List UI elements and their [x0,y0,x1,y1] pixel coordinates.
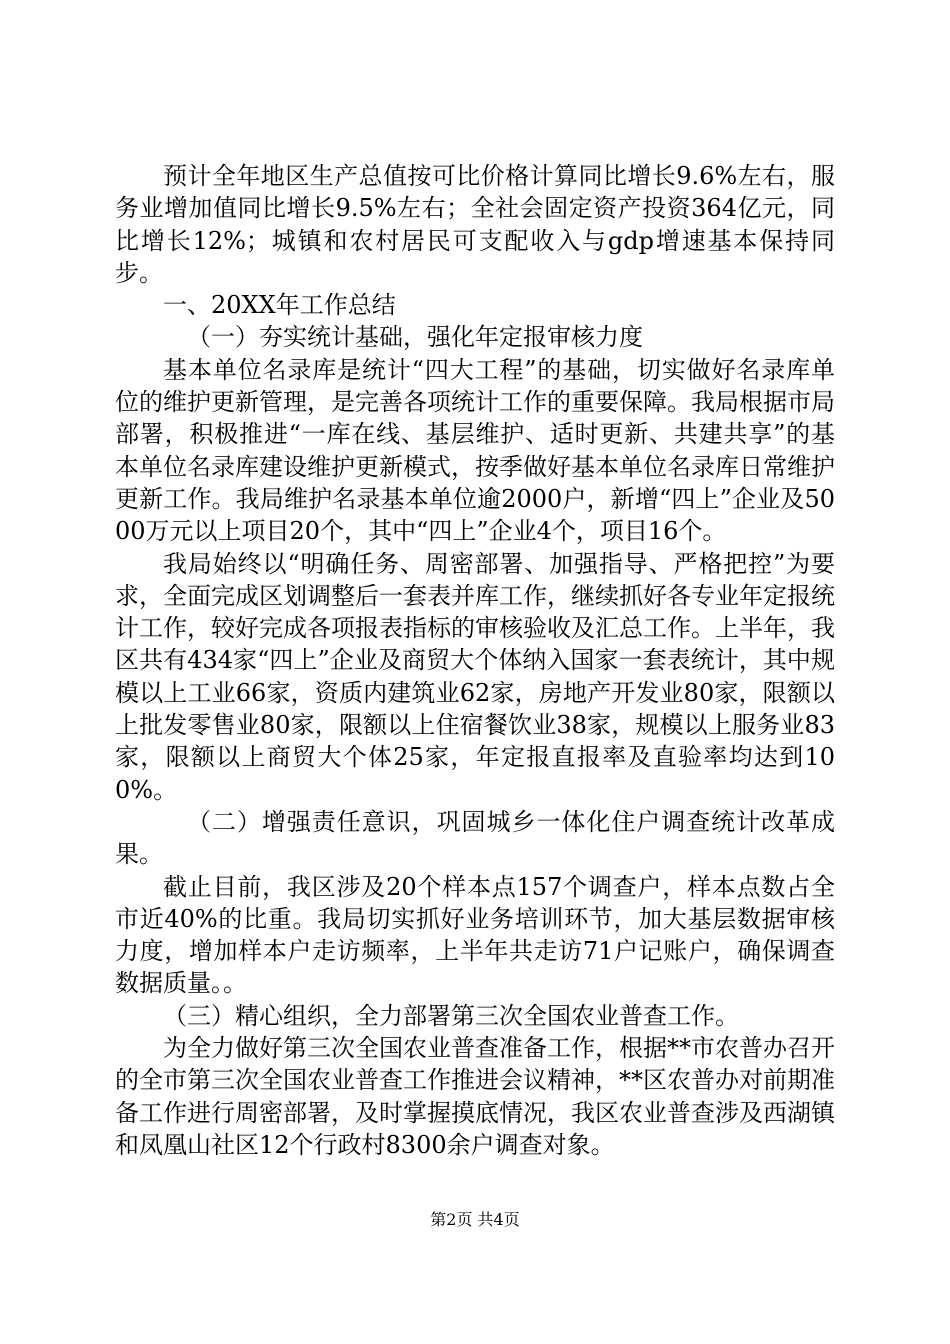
subsection-heading-3: （三）精心组织，全力部署第三次全国农业普查工作。 [163,1001,739,1030]
section-heading: 一、20XX年工作总结 [163,291,396,320]
paragraph-household-survey: 截止目前，我区涉及20个样本点157个调查户，样本点数占全市近40%的比重。我局切实抓好业务培训环节，加大基层数据审核力度，增加样本户走访频率，上半年共走访71户记账户，确保调查数据质量。。 [115,872,835,998]
subsection-heading-2: （二）增强责任意识，巩固城乡一体化住户调查统计改革成果。 [115,807,835,869]
paragraph-directory: 基本单位名录库是统计“四大工程”的基础，切实做好名录库单位的维护更新管理，是完善各项统计工作的重要保障。我局根据市局部署，积极推进“一库在线、基层维护、适时更新、共建共享”的基本单位名录库建设维护更新模式，按季做好基本单位名录库日常维护更新工作。我局维护名录基本单位逾2000户，新增“四上”企业及5000万元以上项目20个，其中“四上”企业4个，项目16个。 [115,355,835,546]
subsection-heading-1: （一）夯实统计基础，强化年定报审核力度 [187,323,643,352]
paragraph-reporting: 我局始终以“明确任务、周密部署、加强指导、严格把控”为要求，全面完成区划调整后一套表并库工作，继续抓好各专业年定报统计工作，较好完成各项报表指标的审核验收及汇总工作。上半年，我区共有434家“四上”企业及商贸大个体纳入国家一套表统计，其中规模以上工业66家，资质内建筑业62家，房地产开发业80家，限额以上批发零售业80家，限额以上住宿餐饮业38家，规模以上服务业83家，限额以上商贸大个体25家，年定报直报率及直验率均达到100%。 [115,549,835,804]
page-footer: 第2页 共4页 [430,1210,520,1229]
paragraph-summary: 预计全年地区生产总值按可比价格计算同比增长9.6%左右，服务业增加值同比增长9.5%左右；全社会固定资产投资364亿元，同比增长12%；城镇和农村居民可支配收入与gdp增速基本保持同步。 [115,162,835,287]
document-body [115,160,835,1161]
paragraph-agri-census: 为全力做好第三次全国农业普查准备工作，根据**市农普办召开的全市第三次全国农业普查工作推进会议精神，**区农普办对前期准备工作进行周密部署，及时掌握摸底情况，我区农业普查涉及西湖镇和凤凰山社区12个行政村8300余户调查对象。 [115,1034,835,1159]
